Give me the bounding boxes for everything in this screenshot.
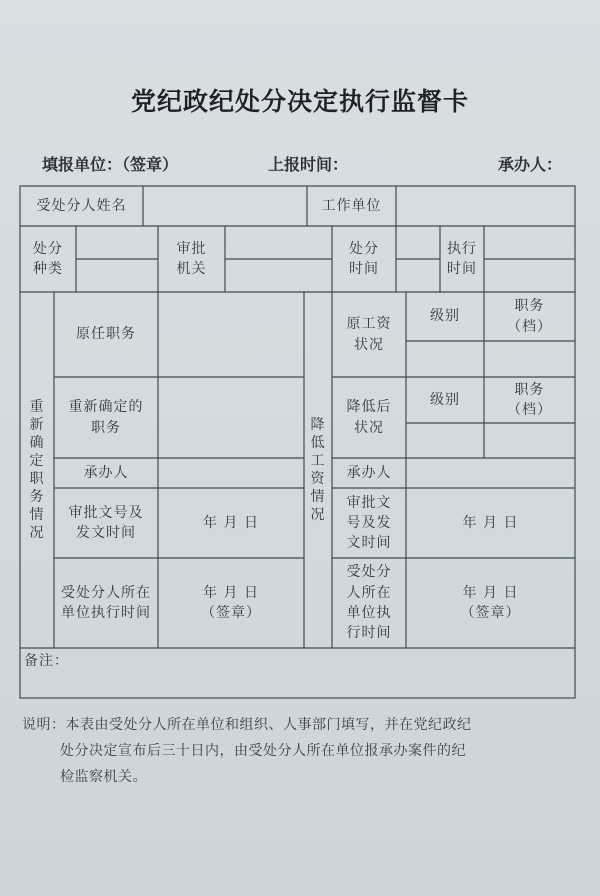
handler-right-label: 承办人 [346,464,392,481]
new-post-label: 重新确定的职务 [68,399,144,436]
level-field-1[interactable] [406,341,484,377]
original-post-field[interactable] [158,292,304,377]
name-field[interactable] [143,186,307,226]
remarks-label: 备注： [24,652,69,669]
report-time-label: 上报时间： [268,155,349,174]
note-line-3: 检监察机关。 [60,769,147,785]
handler-left-field[interactable] [158,458,304,488]
note-line-1: 说明：本表由受处分人所在单位和组织、人事部门填写，并在党纪政纪 [22,717,472,733]
exec-time-right-label: 受处分人所在单位执行时间 [346,564,392,642]
original-salary-label: 原工资状况 [346,316,392,353]
note-line-2: 处分决定宣布后三十日内，由受处分人所在单位报承办案件的纪 [60,743,466,759]
post-grade-label-1: 职务（档） [507,298,552,335]
level-label-1: 级别 [430,308,460,325]
original-post-label: 原任职务 [76,326,136,343]
date-left-field[interactable]: 年 月 日 [203,514,259,531]
work-unit-field[interactable] [396,186,575,226]
doc-no-right-label: 审批文号及发文时间 [346,494,392,552]
reassign-section-label: 重新确定职务情况 [29,399,45,541]
new-post-field[interactable] [158,377,304,458]
date-right-field[interactable]: 年 月 日 [462,514,519,531]
level-field-2[interactable] [406,423,484,458]
salary-section-label: 降低工资情况 [310,417,326,523]
post-grade-label-2: 职务（档） [507,381,552,418]
approval-org-label: 审批机关 [176,240,207,277]
approval-org-field[interactable] [225,226,332,292]
exec-time-left-label: 受处分人所在单位执行时间 [61,584,151,621]
punish-time-label: 处分时间 [349,240,379,277]
post-grade-field-1[interactable] [484,341,575,377]
fill-unit-label: 填报单位：（签章） [42,155,179,174]
handler-left-label: 承办人 [83,464,129,481]
work-unit-label: 工作单位 [321,197,382,214]
punish-type-label: 处分种类 [33,240,63,277]
doc-no-left-label: 审批文号及发文时间 [68,504,144,541]
execute-time-label: 执行时间 [447,240,477,277]
remarks-field[interactable] [80,650,570,696]
punish-time-field[interactable] [396,226,440,292]
handler-right-field[interactable] [406,458,575,488]
name-label: 受处分人姓名 [36,197,127,214]
reduced-salary-label: 降低后状况 [346,399,392,436]
handler-label: 承办人： [498,155,563,174]
form-title: 党纪政纪处分决定执行监督卡 [130,87,469,116]
punish-type-field[interactable] [76,226,158,292]
sign-left-field[interactable]: 年 月 日（签章） [201,584,261,621]
sign-right-field[interactable]: 年 月 日（签章） [460,584,521,621]
level-label-2: 级别 [430,391,460,408]
post-grade-field-2[interactable] [484,423,575,458]
execute-time-field[interactable] [484,226,575,292]
instruction-note [22,712,570,790]
